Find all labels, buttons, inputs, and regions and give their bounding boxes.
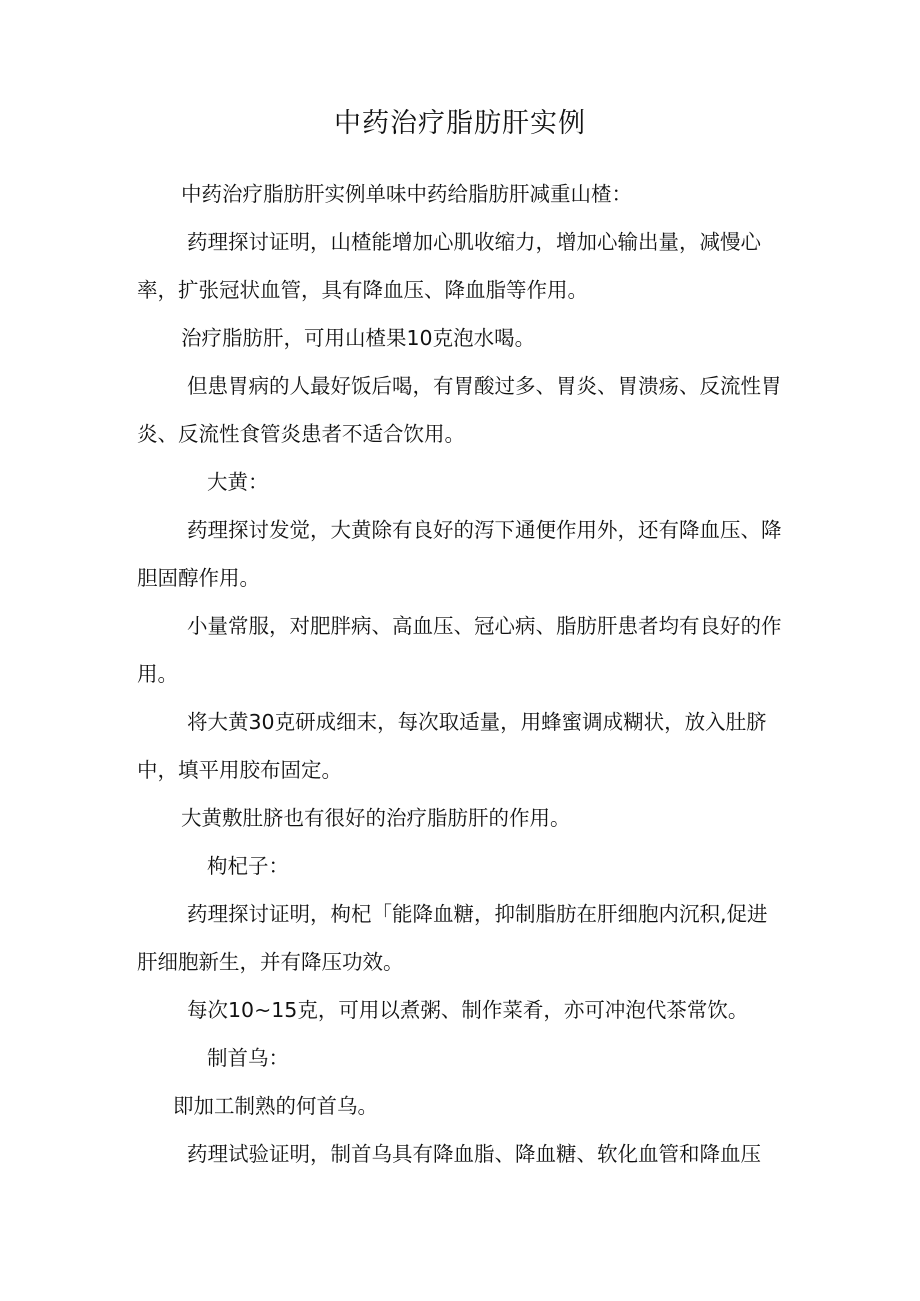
paragraph-fleeceflower-pharmacology: 药理试验证明，制首乌具有降血脂、降血糖、软化血管和降血压 (187, 1142, 761, 1166)
document-body (137, 170, 785, 1178)
paragraph-fleeceflower-definition: 即加工制熟的何首乌。 (173, 1094, 378, 1118)
paragraph-hawthorn-usage: 治疗脂肪肝，可用山楂果10克泡水喝。 (181, 326, 536, 350)
paragraph-goji-pharmacology: 药理探讨证明，枸杞「能降血糖，抑制脂肪在肝细胞内沉积,促进肝细胞新生，并有降压功效。 (137, 902, 768, 974)
paragraph-rhubarb-method: 将大黄30克研成细末，每次取适量，用蜂蜜调成糊状，放入肚脐中，填平用胶布固定。 (137, 710, 767, 782)
paragraph-hawthorn-pharmacology: 药理探讨证明，山楂能增加心肌收缩力，增加心输出量，减慢心率，扩张冠状血管，具有降血压、降血脂等作用。 (137, 230, 761, 302)
paragraph-goji-usage: 每次10~15克，可用以煮粥、制作菜肴，亦可冲泡代茶常饮。 (187, 998, 749, 1022)
paragraph-rhubarb-pharmacology: 药理探讨发觉，大黄除有良好的泻下通便作用外，还有降血压、降胆固醇作用。 (137, 518, 782, 590)
page-title: 中药治疗脂肪肝实例 (334, 108, 586, 139)
paragraph-intro: 中药治疗脂肪肝实例单味中药给脂肪肝减重山楂： (181, 182, 632, 206)
heading-rhubarb: 大黄： (207, 470, 269, 494)
paragraph-hawthorn-caution: 但患胃病的人最好饭后喝，有胃酸过多、胃炎、胃溃疡、反流性胃炎、反流性食管炎患者不适合饮用。 (137, 374, 782, 446)
heading-goji: 枸杞子： (207, 854, 289, 878)
heading-fleeceflower: 制首乌： (207, 1046, 289, 1070)
paragraph-rhubarb-effect: 大黄敷肚脐也有很好的治疗脂肪肝的作用。 (181, 806, 571, 830)
paragraph-rhubarb-dosage: 小量常服，对肥胖病、高血压、冠心病、脂肪肝患者均有良好的作用。 (137, 614, 782, 686)
